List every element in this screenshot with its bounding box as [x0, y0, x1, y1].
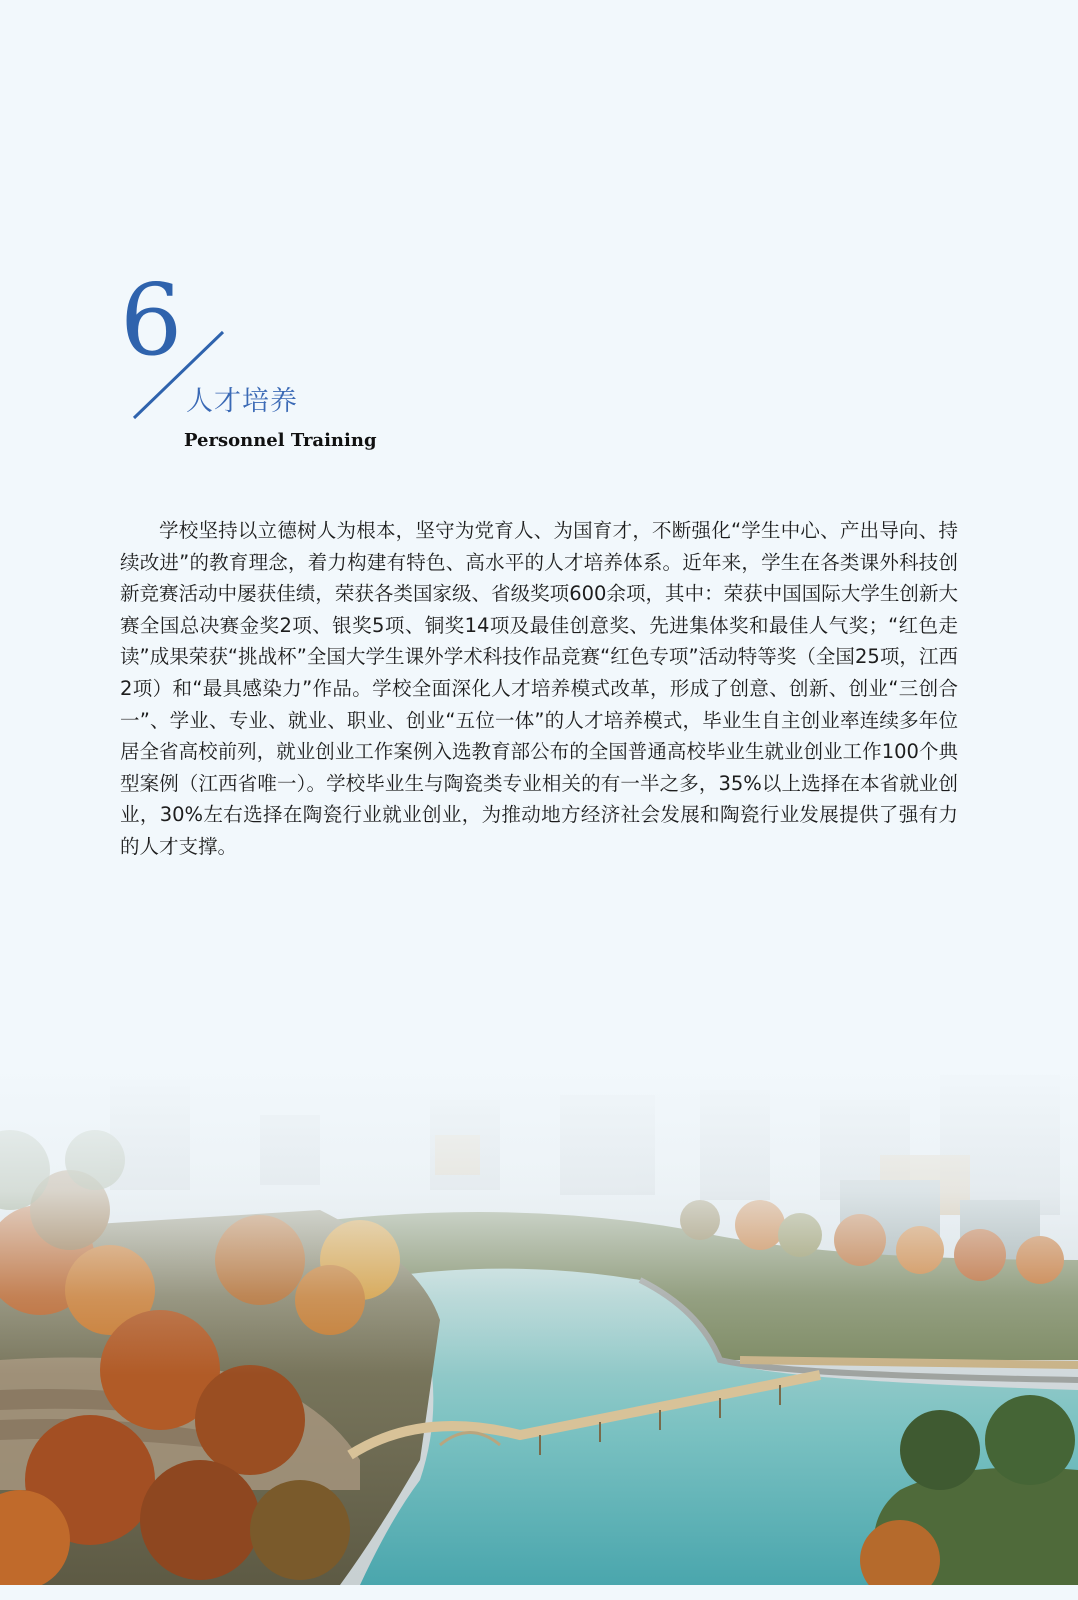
campus-lake-illustration	[0, 1060, 1078, 1585]
section-heading	[0, 0, 1078, 460]
body-paragraph: 学校坚持以立德树人为根本，坚守为党育人、为国育才，不断强化“学生中心、产出导向、持续改进”的教育理念，着力构建有特色、高水平的人才培养体系。近年来，学生在各类课外科技创新竞赛活动中屡获佳绩，荣获各类国家级、省级奖项600余项，其中：荣获中国国际大学生创新大赛全国总决赛金奖2项、银奖5项、铜奖14项及最佳创意奖、先进集体奖和最佳人气奖；“红色走读”成果荣获“挑战杯”全国大学生课外学术科技作品竞赛“红色专项”活动特等奖（全国25项，江西2项）和“最具感染力”作品。学校全面深化人才培养模式改革，形成了创意、创新、创业“三创合一”、学业、专业、就业、职业、创业“五位一体”的人才培养模式，毕业生自主创业率连续多年位居全省高校前列，就业创业工作案例入选教育部公布的全国普通高校毕业生就业创业工作100个典型案例（江西省唯一）。学校毕业生与陶瓷类专业相关的有一半之多，35%以上选择在本省就业创业，30%左右选择在陶瓷行业就业创业，为推动地方经济社会发展和陶瓷行业发展提供了强有力的人才支撑。	[120, 519, 958, 858]
section-title-chinese: 人才培养	[186, 386, 298, 417]
section-number: 6	[120, 264, 183, 378]
section-title-english: Personnel Training	[184, 430, 377, 451]
campus-lake-photo	[0, 1060, 1078, 1585]
